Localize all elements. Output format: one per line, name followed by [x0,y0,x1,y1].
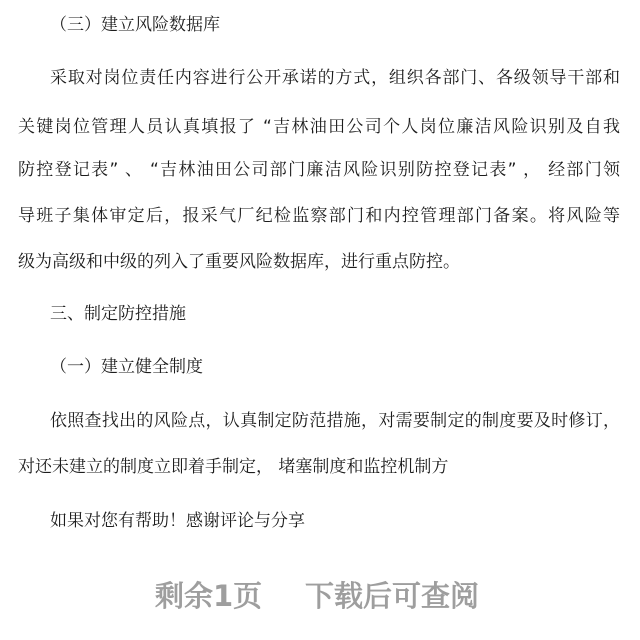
download-to-view-link[interactable]: 下载后可查阅 [305,579,480,613]
remaining-pages-label: 剩余1页 [155,579,263,613]
paragraph-line: 依照查找出的风险点，认真制定防范措施，对需要制定的制度要及时修订， [50,411,620,431]
paragraph-line: 对还未建立的制度立即着手制定， 堵塞制度和监控机制方 [18,457,449,477]
paragraph-line: 采取对岗位责任内容进行公开承诺的方式，组织各部门、各级领导干部和 [50,68,620,88]
section-title: 三、制定防控措施 [50,304,186,324]
paragraph-line: 导班子集体审定后，报采气厂纪检监察部门和内控管理部门备案。将风险等 [18,206,620,226]
download-prompt[interactable] [0,578,640,614]
subsection-title: （三）建立风险数据库 [50,15,220,35]
closing-note: 如果对您有帮助！感谢评论与分享 [50,511,305,531]
paragraph-line: 级为高级和中级的列入了重要风险数据库，进行重点防控。 [18,252,460,272]
paragraph-line: 防控登记表” 、 “吉林油田公司部门廉洁风险识别防控登记表” ， 经部门领 [18,160,620,180]
paragraph-line: 关键岗位管理人员认真填报了 “吉林油田公司个人岗位廉洁风险识别及自我 [18,117,620,137]
subsection-title: （一）建立健全制度 [50,357,203,377]
